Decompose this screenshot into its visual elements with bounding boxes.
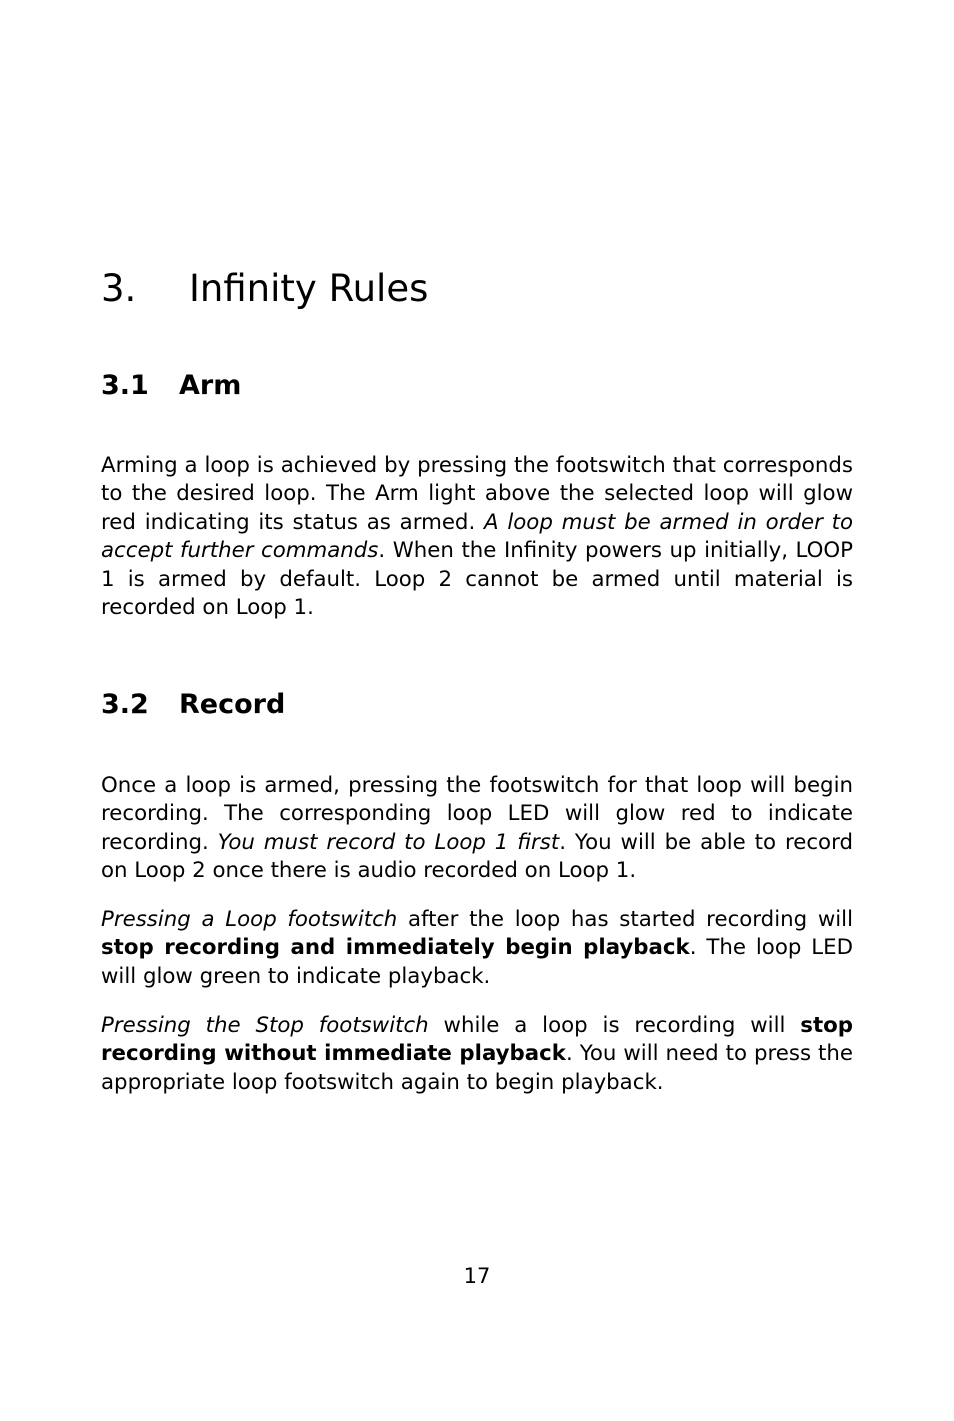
paragraph-emphasis: A loop must be armed in order to accept further commands — [101, 509, 853, 564]
paragraph-text: while a loop is recording will — [428, 1013, 801, 1038]
paragraph-text: . The loop LED will glow green to indicate playback. — [101, 935, 854, 989]
paragraph-text: . When the Infinity powers up initially, LOOP 1 is armed by default. Loop 2 cannot be armed until material is recorded on Loop 1. — [101, 538, 853, 621]
chapter-number: 3. — [101, 267, 137, 310]
section-title: Record — [179, 689, 286, 720]
paragraph-emphasis: Pressing a Loop footswitch — [101, 907, 398, 932]
chapter-heading — [101, 262, 428, 316]
paragraph-emphasis: You must record to Loop 1 first — [217, 829, 560, 855]
paragraph-strong: stop recording and immediately begin playback — [101, 935, 690, 961]
paragraph-text: Once a loop is armed, pressing the footswitch for that loop will begin recording. The corresponding loop LED will glow red to indicate recording. — [101, 773, 853, 855]
paragraph-text: after the loop has started recording will — [397, 907, 854, 932]
chapter-title: Infinity Rules — [189, 267, 429, 310]
section-title: Arm — [179, 370, 242, 401]
section-number: 3.1 — [101, 370, 149, 401]
section-heading-arm — [101, 366, 241, 406]
record-paragraph-2 — [101, 906, 853, 991]
arm-paragraph — [101, 452, 853, 622]
page-number: 17 — [463, 1264, 491, 1288]
paragraph-strong: stop recording without immediate playback — [101, 1013, 853, 1067]
section-heading-record — [101, 685, 285, 725]
paragraph-emphasis: Pressing the Stop footswitch — [101, 1013, 429, 1038]
paragraph-text: Arming a loop is achieved by pressing the footswitch that corresponds to the desired loop. The Arm light above the selected loop will glow red indicating its status as armed. — [101, 453, 853, 535]
paragraph-text: . You will be able to record on Loop 2 once there is audio recorded on Loop 1. — [101, 829, 853, 884]
section-number: 3.2 — [101, 689, 149, 720]
record-paragraph-1 — [101, 772, 853, 886]
paragraph-text: . You will need to press the appropriate loop footswitch again to begin playback. — [101, 1041, 853, 1095]
record-paragraph-3 — [101, 1012, 853, 1097]
